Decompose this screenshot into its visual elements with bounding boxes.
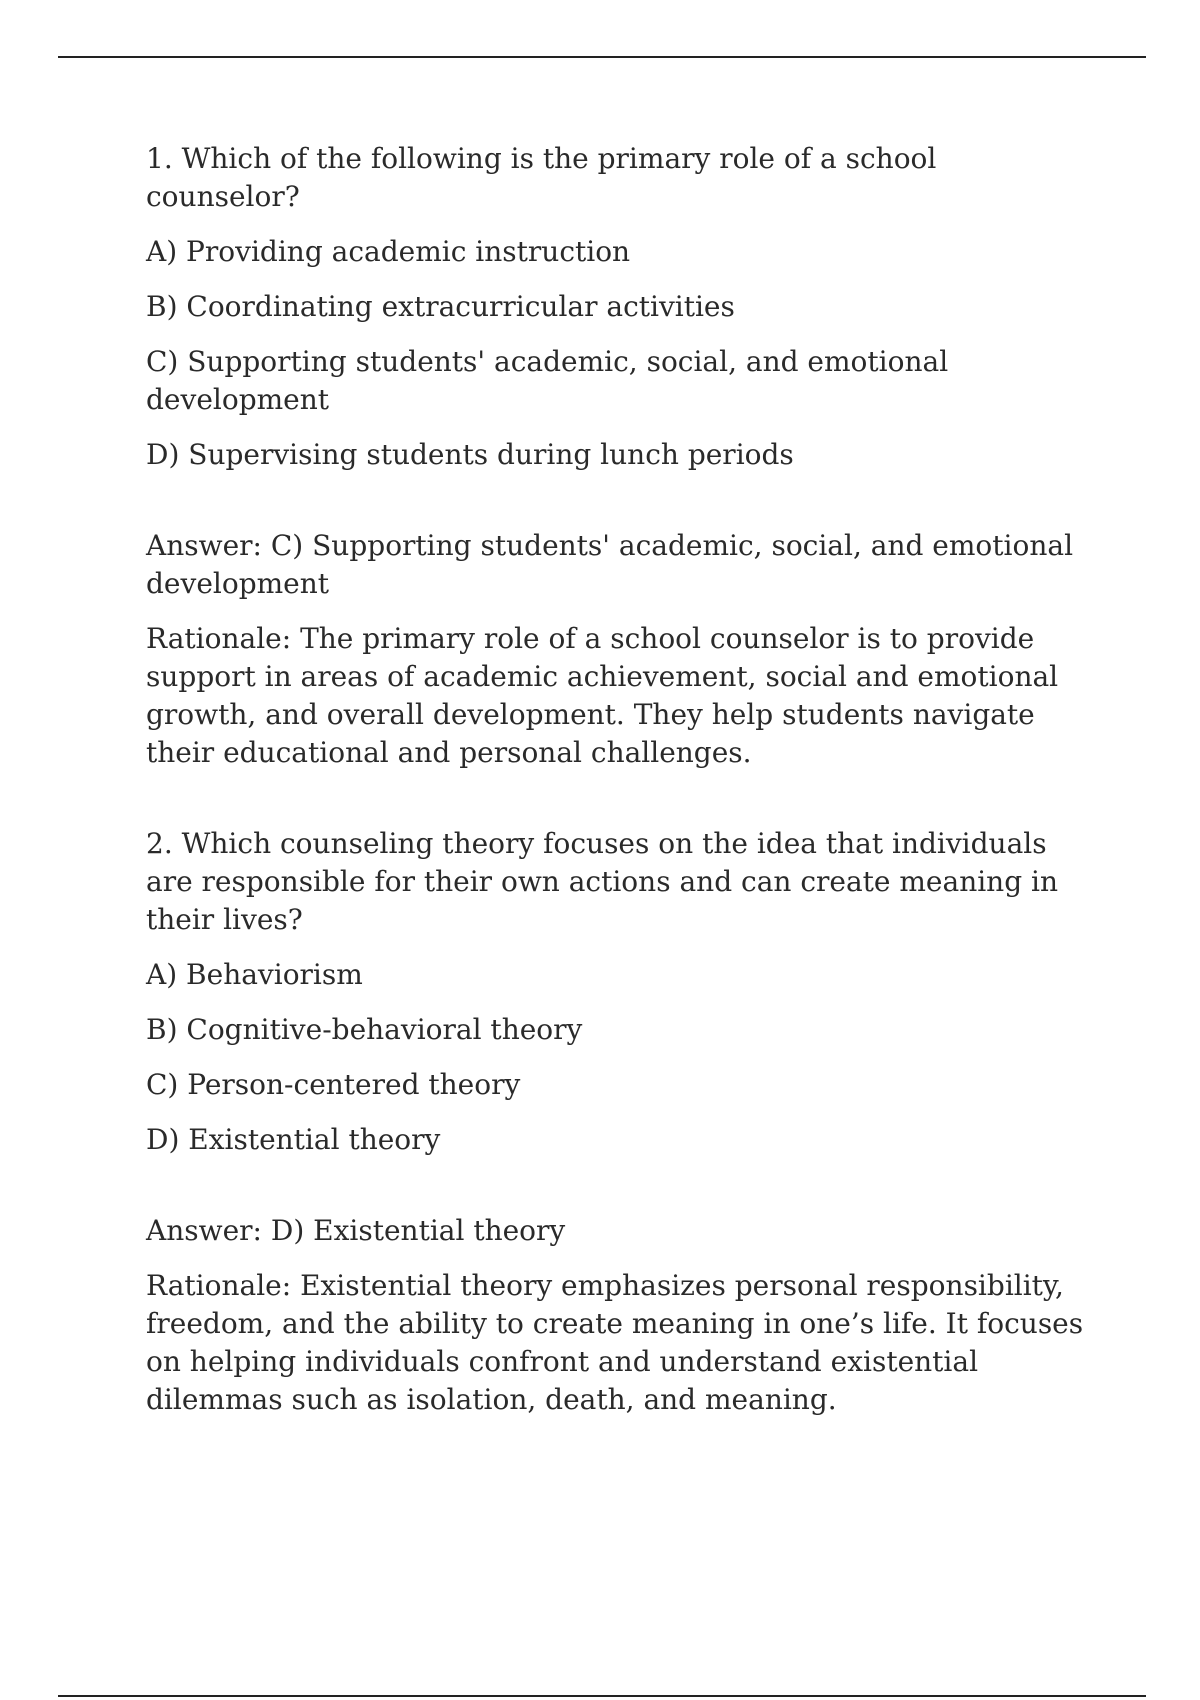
question-text: 2. Which counseling theory focuses on the idea that individuals are responsible for their own actions and can create meaning in their lives? <box>146 827 1059 936</box>
bottom-divider <box>58 1695 1146 1697</box>
answer-text: Answer: C) Supporting students' academic, social, and emotional development <box>146 529 1074 600</box>
option-b: B) Coordinating extracurricular activities <box>146 290 735 323</box>
option-b: B) Cognitive-behavioral theory <box>146 1013 583 1046</box>
question-1 <box>146 140 1096 474</box>
top-divider <box>58 56 1146 58</box>
rationale-text: Rationale: The primary role of a school counselor is to provide support in areas of academic achievement, social and emotional growth, and overall development. They help students navigate their educational and personal challenges. <box>146 622 1059 769</box>
option-c: C) Supporting students' academic, social, and emotional development <box>146 345 949 416</box>
option-c: C) Person-centered theory <box>146 1068 521 1101</box>
answer-1 <box>146 527 1096 772</box>
option-d: D) Existential theory <box>146 1123 441 1156</box>
option-a: A) Behaviorism <box>146 958 363 991</box>
rationale-text: Rationale: Existential theory emphasizes personal responsibility, freedom, and the ability to create meaning in one’s life. It focuses on helping individuals confront and understand existential dilemmas such as isolation, death, and meaning. <box>146 1269 1084 1416</box>
question-2 <box>146 825 1096 1159</box>
answer-text: Answer: D) Existential theory <box>146 1214 566 1247</box>
document-body <box>146 140 1096 1472</box>
option-a: A) Providing academic instruction <box>146 235 631 268</box>
answer-2 <box>146 1212 1096 1419</box>
option-d: D) Supervising students during lunch periods <box>146 438 794 471</box>
question-text: 1. Which of the following is the primary role of a school counselor? <box>146 142 937 213</box>
